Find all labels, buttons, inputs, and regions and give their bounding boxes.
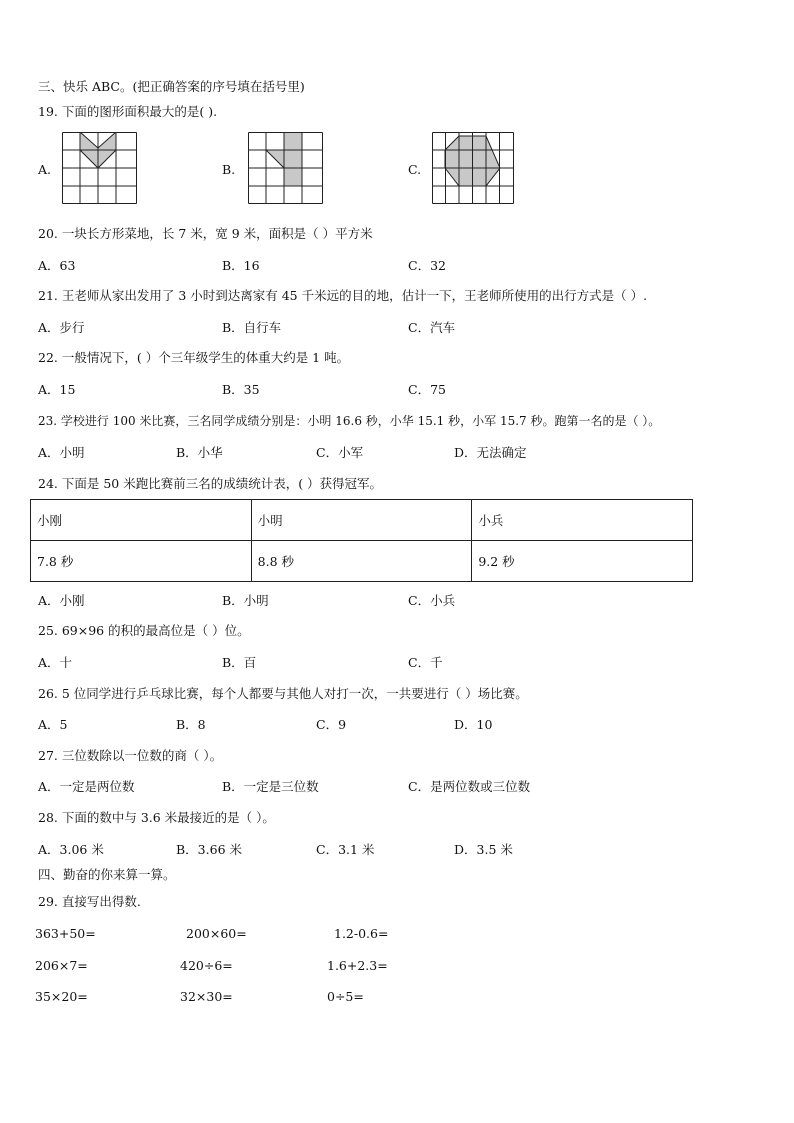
q28-option-c: C．3.1 米	[316, 842, 375, 857]
table-cell-time: 7.8 秒	[31, 541, 252, 582]
q19-figure-a	[62, 132, 137, 204]
q27-option-b: B．一定是三位数	[222, 779, 319, 794]
table-cell-time: 9.2 秒	[472, 541, 693, 582]
q24-score-table	[30, 499, 693, 582]
q19-option-a-label: A.	[38, 162, 52, 177]
q23-option-c: C．小军	[316, 445, 364, 460]
q24-option-c: C．小兵	[408, 593, 456, 608]
q20-option-b: B．16	[222, 258, 260, 273]
q26-option-b: B．8	[176, 717, 206, 732]
table-cell-name: 小兵	[472, 500, 693, 541]
q25-option-b: B．百	[222, 655, 257, 670]
q20-option-c: C．32	[408, 258, 446, 273]
q22-option-c: C．75	[408, 382, 446, 397]
q26-option-d: D．10	[454, 717, 493, 732]
q28-option-b: B．3.66 米	[176, 842, 242, 857]
q26-option-c: C．9	[316, 717, 347, 732]
q29-expression: 200×60=	[186, 926, 247, 941]
q20-option-a: A．63	[38, 258, 76, 273]
q29-expression: 0÷5=	[327, 989, 364, 1004]
q24-stem: 24. 下面是 50 米跑比赛前三名的成绩统计表，( ）获得冠军。	[38, 476, 383, 491]
q22-option-b: B．35	[222, 382, 260, 397]
q20-stem: 20. 一块长方形菜地，长 7 米，宽 9 米，面积是（ ）平方米	[38, 226, 373, 241]
q19-stem: 19. 下面的图形面积最大的是( ).	[38, 104, 218, 119]
q29-expression: 363+50=	[35, 926, 96, 941]
q21-option-a: A．步行	[38, 320, 85, 335]
q29-expression: 1.2-0.6=	[334, 926, 389, 941]
q19-option-b-label: B.	[222, 162, 236, 177]
section3-heading: 三、快乐 ABC。(把正确答案的序号填在括号里)	[38, 79, 305, 94]
section4-heading: 四、勤奋的你来算一算。	[38, 867, 176, 882]
q25-stem: 25. 69×96 的积的最高位是（ ）位。	[38, 623, 250, 638]
q26-option-a: A．5	[38, 717, 68, 732]
q19-figure-b	[248, 132, 323, 204]
q19-option-c-label: C.	[408, 162, 422, 177]
q24-option-b: B．小明	[222, 593, 269, 608]
q25-option-a: A．十	[38, 655, 73, 670]
q23-option-d: D．无法确定	[454, 445, 527, 460]
q23-option-b: B．小华	[176, 445, 223, 460]
q23-stem: 23. 学校进行 100 米比赛，三名同学成绩分别是：小明 16.6 秒，小华 15.1 秒，小军 15.7 秒。跑第一名的是（ ）。	[38, 414, 661, 428]
q21-stem: 21. 王老师从家出发用了 3 小时到达离家有 45 千米远的目的地，估计一下，王老师所使用的出行方式是（ ）.	[38, 288, 648, 303]
q29-expression: 35×20=	[35, 989, 88, 1004]
table-row	[31, 541, 693, 582]
q26-stem: 26. 5 位同学进行乒乓球比赛，每个人都要与其他人对打一次，一共要进行（ ）场比赛。	[38, 686, 528, 701]
q22-stem: 22. 一般情况下，( ）个三年级学生的体重大约是 1 吨。	[38, 350, 350, 365]
q25-option-c: C．千	[408, 655, 443, 670]
q24-option-a: A．小刚	[38, 593, 85, 608]
q29-expression: 32×30=	[180, 989, 233, 1004]
table-row	[31, 500, 693, 541]
q21-option-b: B．自行车	[222, 320, 282, 335]
q29-expression: 1.6+2.3=	[327, 958, 388, 973]
table-cell-name: 小刚	[31, 500, 252, 541]
q27-stem: 27. 三位数除以一位数的商（ ）。	[38, 748, 223, 763]
q28-option-a: A．3.06 米	[38, 842, 104, 857]
table-cell-time: 8.8 秒	[251, 541, 472, 582]
q28-option-d: D．3.5 米	[454, 842, 513, 857]
table-cell-name: 小明	[251, 500, 472, 541]
q21-option-c: C．汽车	[408, 320, 456, 335]
q19-figure-c	[432, 132, 514, 204]
q28-stem: 28. 下面的数中与 3.6 米最接近的是（ ）。	[38, 810, 275, 825]
q29-expression: 206×7=	[35, 958, 88, 973]
q27-option-c: C．是两位数或三位数	[408, 779, 531, 794]
q29-expression: 420÷6=	[180, 958, 233, 973]
q29-stem: 29. 直接写出得数.	[38, 894, 141, 909]
q22-option-a: A．15	[38, 382, 76, 397]
q27-option-a: A．一定是两位数	[38, 779, 135, 794]
q23-option-a: A．小明	[38, 445, 85, 460]
